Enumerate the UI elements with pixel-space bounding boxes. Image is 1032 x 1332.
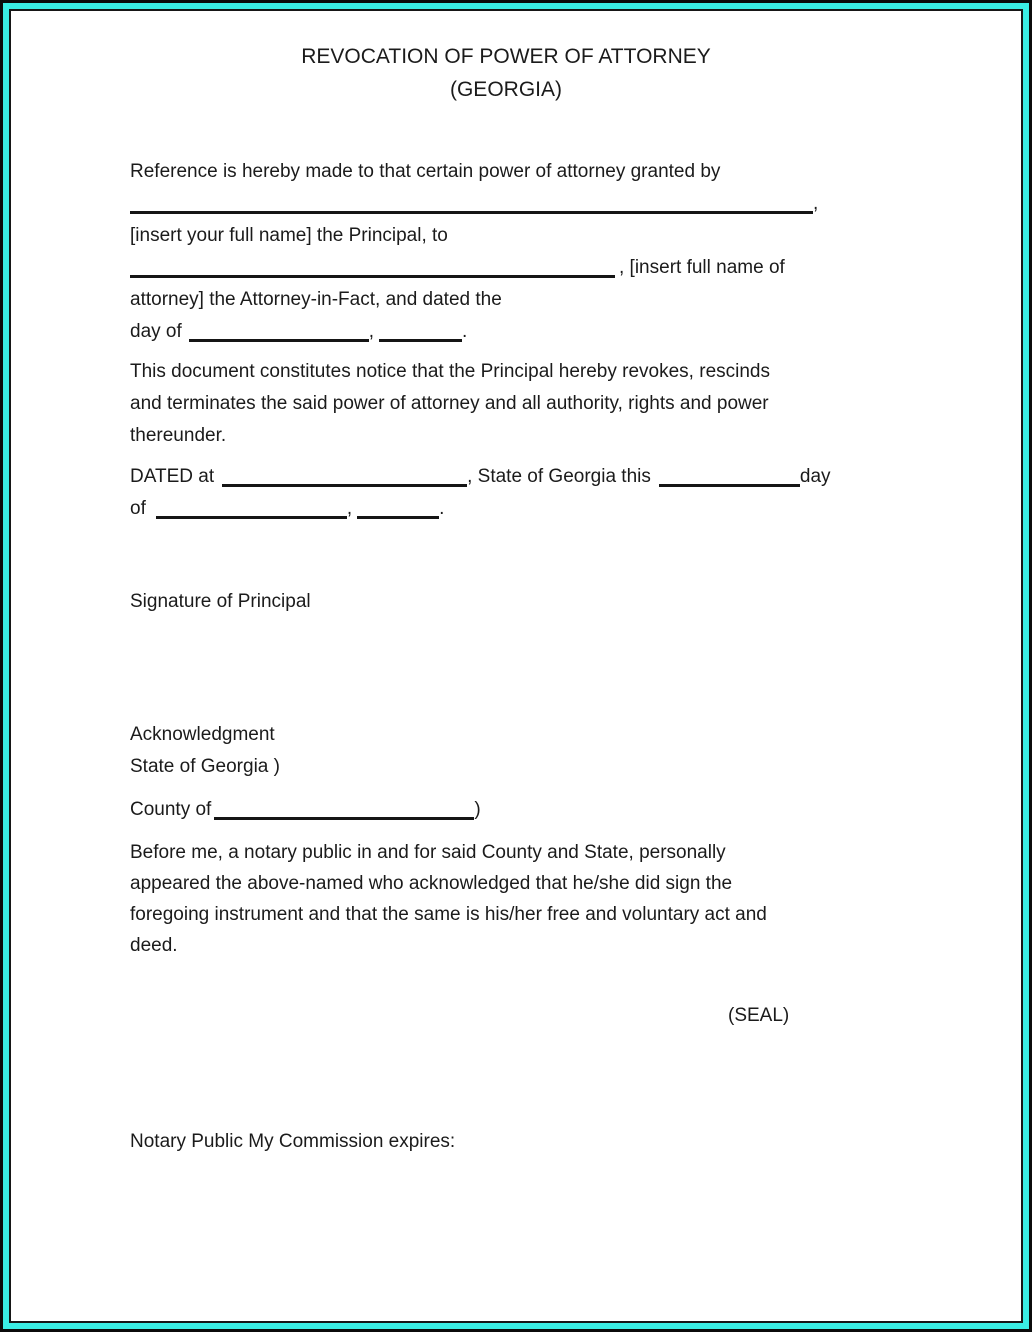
reference-text-2: [insert your full name] the Principal, to	[130, 225, 448, 246]
seal-block	[728, 1000, 789, 1032]
document-subtitle: (GEORGIA)	[449, 78, 562, 101]
notice-text-3: thereunder.	[130, 425, 227, 446]
before-me-line-1	[130, 837, 767, 868]
before-me-text-1: Before me, a notary public in and for said County and State, personally	[130, 842, 726, 863]
notice-paragraph	[130, 356, 770, 452]
blank-county	[214, 798, 474, 820]
dated-label: DATED at	[130, 466, 215, 487]
reference-line-3	[130, 284, 818, 316]
blank-dated-day	[659, 465, 800, 487]
reference-text-after-blank: , [insert full name of	[619, 257, 785, 278]
before-me-line-2	[130, 868, 767, 899]
notary-commission-label: Notary Public My Commission expires:	[130, 1131, 456, 1152]
dated-line-1	[130, 461, 831, 493]
notice-text-1: This document constitutes notice that the Principal hereby revokes, rescinds	[130, 361, 770, 382]
notice-line-1	[130, 356, 770, 388]
before-me-line-3	[130, 899, 767, 930]
reference-day-line	[130, 316, 818, 348]
blank-dated-year	[357, 497, 439, 519]
dated-paragraph	[130, 461, 831, 525]
state-of-georgia-line: State of Georgia )	[130, 756, 280, 777]
before-me-text-4: deed.	[130, 935, 178, 956]
blank-date-year	[379, 320, 462, 342]
reference-line-1	[130, 156, 818, 188]
blank-principal-name	[130, 192, 813, 214]
reference-text-1: Reference is hereby made to that certain power of attorney granted by	[130, 161, 721, 182]
day-line-period: .	[462, 321, 468, 342]
notice-line-2	[130, 388, 770, 420]
signature-label: Signature of Principal	[130, 591, 311, 612]
dated-period: .	[439, 498, 445, 519]
dated-line-2	[130, 493, 831, 525]
reference-blank-line-2	[130, 252, 818, 284]
county-close-paren: )	[474, 799, 481, 820]
comma-after-principal-blank: ,	[813, 193, 819, 214]
before-me-text-3: foregoing instrument and that the same is his/her free and voluntary act and	[130, 904, 767, 925]
day-of-label: day of	[130, 321, 182, 342]
seal-label: (SEAL)	[728, 1005, 790, 1026]
acknowledgment-block	[130, 719, 280, 783]
dated-mid-text: , State of Georgia this	[467, 466, 651, 487]
acknowledgment-heading: Acknowledgment	[130, 724, 275, 745]
dated-day-suffix: day	[799, 466, 831, 487]
county-line	[130, 794, 481, 826]
notice-text-2: and terminates the said power of attorney and all authority, rights and power	[130, 393, 769, 414]
document-title: REVOCATION OF POWER OF ATTORNEY	[301, 45, 711, 68]
notary-acknowledgment-paragraph	[130, 837, 767, 961]
signature-block	[130, 586, 311, 618]
reference-blank-line-1	[130, 188, 818, 220]
blank-attorney-name	[130, 256, 615, 278]
day-line-comma: ,	[368, 321, 375, 342]
dated-comma: ,	[346, 498, 353, 519]
notary-commission-block	[130, 1126, 455, 1158]
blank-dated-month	[156, 497, 347, 519]
dated-of-label: of	[130, 498, 146, 519]
county-label: County of	[130, 799, 212, 820]
reference-paragraph	[130, 156, 818, 348]
before-me-text-2: appeared the above-named who acknowledged that he/she did sign the	[130, 873, 733, 894]
blank-date-month	[189, 320, 369, 342]
reference-line-2	[130, 220, 818, 252]
blank-dated-city	[222, 465, 467, 487]
notice-line-3	[130, 420, 770, 452]
before-me-line-4	[130, 930, 767, 961]
reference-text-3: attorney] the Attorney-in-Fact, and dated the	[130, 289, 502, 310]
document-title-block	[130, 40, 882, 106]
